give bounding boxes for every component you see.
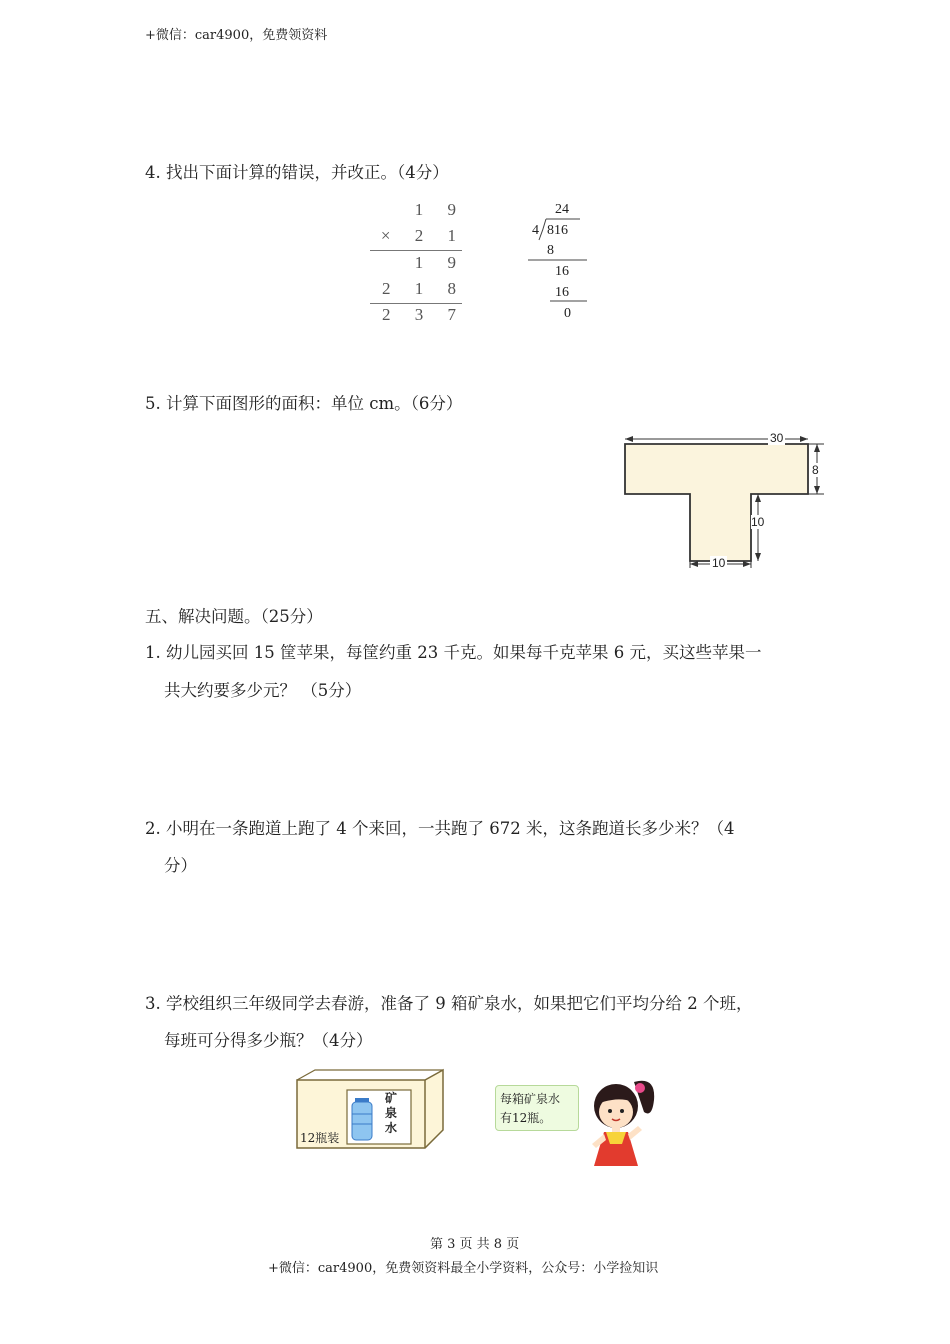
problem-3-line-2: 每班可分得多少瓶？（4分） (164, 1031, 373, 1050)
mult-row-1: 1 9 (414, 200, 466, 219)
vertical-multiplication (360, 198, 480, 328)
division-step-1: 8 (547, 243, 554, 258)
mult-row-5: 2 3 7 (382, 305, 466, 324)
dim-stem-width-label: 10 (712, 556, 726, 570)
question-5: 5. 计算下面图形的面积：单位 cm。（6分） (145, 394, 463, 413)
speech-bubble (495, 1085, 579, 1131)
dim-right-label: 8 (812, 463, 819, 477)
problem-1-line-2: 共大约要多少元？ （5分） (164, 681, 362, 700)
bubble-line-1: 每箱矿泉水 (500, 1092, 561, 1106)
question-4: 4. 找出下面计算的错误，并改正。（4分） (145, 163, 449, 182)
dim-stem-height-label: 10 (751, 515, 765, 529)
division-divisor: 4 (532, 223, 539, 238)
problem-3-line-1: 3. 学校组织三年级同学去春游，准备了 9 箱矿泉水，如果把它们平均分给 2 个班， (145, 994, 753, 1013)
t-shape-figure (610, 430, 840, 575)
division-quotient: 24 (555, 202, 569, 217)
mult-row-2: × 2 1 (380, 226, 466, 245)
header-watermark: +微信：car4900，免费领资料 (145, 28, 328, 43)
footer-watermark: +微信：car4900，免费领资料最全小学资料，公众号：小学捡知识 (268, 1261, 659, 1276)
division-dividend: 816 (547, 223, 568, 238)
box-side-text: 矿泉水 (385, 1091, 398, 1135)
division-step-3: 16 (555, 285, 569, 300)
page-number: 第 3 页 共 8 页 (430, 1237, 520, 1252)
problem-1-line-1: 1. 幼儿园买回 15 筐苹果，每筐约重 23 千克。如果每千克苹果 6 元，买这些苹果一 (145, 643, 762, 662)
mult-line-2 (370, 303, 462, 304)
mult-line-1 (370, 250, 462, 251)
mult-row-4: 2 1 8 (382, 279, 466, 298)
box-label: 12瓶装 (300, 1131, 340, 1145)
problem-2-line-2: 分） (164, 856, 197, 875)
problem-2-line-1: 2. 小明在一条跑道上跑了 4 个来回，一共跑了 672 米，这条跑道长多少米？（4 (145, 819, 735, 838)
long-division (525, 198, 605, 328)
section-5-title: 五、解决问题。（25分） (145, 607, 323, 626)
dim-top-label: 30 (770, 431, 784, 445)
girl-illustration (582, 1074, 664, 1170)
bubble-line-2: 有12瓶。 (500, 1111, 552, 1125)
division-step-2: 16 (555, 264, 569, 279)
mult-row-3: 1 9 (414, 253, 466, 272)
division-remainder: 0 (564, 306, 571, 321)
